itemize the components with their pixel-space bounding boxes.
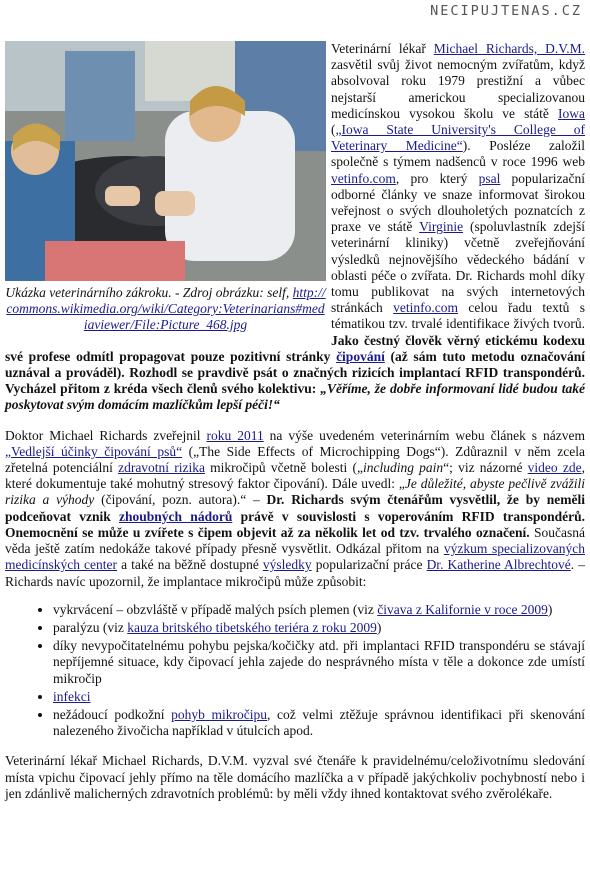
link-pohyb-mikrocipu[interactable]: pohyb mikročipu xyxy=(171,706,268,722)
link-civava[interactable]: čivava z Kalifornie v roce 2009 xyxy=(377,601,548,617)
text: Současná věda ještě zatím nedokáže takové případy přesně vysvětlit. Odkázal přitom na xyxy=(5,524,585,557)
text: , pro který xyxy=(395,170,479,186)
risk-list xyxy=(5,602,585,740)
list-item xyxy=(53,602,585,618)
text: , které dokumentuje také mohutný stresový faktor čipování). Dále uvedl: „ xyxy=(5,460,585,492)
text: ) xyxy=(376,619,382,635)
text: popularizační odborné články ve snaze informovat širokou veřejnost o svých dlouholetých poznatcích z praxe ve státě xyxy=(331,170,585,235)
text: díky nevypočitatelnému pohybu pejska/kočičky atd. při implantaci RFID transpondéru se stávají nepříjemné situace, kdy čipovací jehla zajede do nesprávného místa v těle a dokonce zde umístí mikročip xyxy=(53,638,585,686)
link-zdravotni-rizika[interactable]: zdravotní rizika xyxy=(118,460,205,476)
bold-text: (až sám tuto metodu označování uznával a prováděl). Rozhodl se pravdivě psát o značných rizicích implantací RFID transpondérů. Vycházel přitom z kréda všech členů svého kolektivu: xyxy=(5,348,585,397)
veterinary-photo xyxy=(5,41,326,281)
figure-caption xyxy=(5,285,326,333)
bold-text: Jako čestný člověk věrný etickému kodexu své profese odmítl propagovat pouze pozitivní stránky xyxy=(5,332,585,364)
text: („The Side Effects of Microchipping Dogs“). Zdůraznil v něm zcela zřetelná potenciální xyxy=(5,443,585,476)
bold-text: Dr. Richards svým čtenářům vysvětlil, že by neměli podceňovat vznik xyxy=(5,492,585,524)
paragraph-closing xyxy=(5,753,585,802)
quote: „Věříme, že dobře informovaní lidé budou také poskytovat svým domácím mazlíčkům lepší péči!“ xyxy=(5,381,585,413)
text: a také na běžně dostupné xyxy=(117,557,263,573)
link-roku-2011[interactable]: roku 2011 xyxy=(206,427,264,443)
article xyxy=(5,41,585,802)
bold-text: právě v souvislosti s voperováním RFID transpondérů. Onemocnění se může u zvířete s čipem objevit až za několik let od tzv. trvalého označení. xyxy=(5,508,586,540)
text: paralýzu (viz xyxy=(53,619,128,635)
link-vyzkum[interactable]: výzkum specializovaných medicínských center xyxy=(5,541,585,573)
text: celou řadu textů s tématikou tzv. trvalé identifikace živých tvorů. xyxy=(331,300,585,332)
text: nežádoucí podkožní xyxy=(53,706,172,722)
text: ( xyxy=(331,122,336,138)
link-vetinfo-2[interactable]: vetinfo.com xyxy=(393,300,458,316)
paragraph-richards-article xyxy=(5,428,585,590)
link-iowa[interactable]: Iowa xyxy=(558,105,585,121)
text: Veterinární lékař xyxy=(331,41,434,56)
text: Veterinární lékař Michael Richards, D.V.M. vyzval své čtenáře k pravidelnému/celoživotnímu sledování místa vpichu čipovací jehly přímo na těle domácího mazlíčka a v případě jakýchkoliv pochybností nebo i jen zdánlivě malicherných zdravotních problémů: by měli vždy ihned kontaktovat svého zvěrolékaře. xyxy=(5,753,585,801)
italic-text: Je důležité, abyste pečlivě zvážili rizika a výhody xyxy=(5,476,585,508)
link-zhoubnych-nadoru[interactable]: zhoubných nádorů xyxy=(119,508,233,524)
text: mikročipů včetně bolesti („ xyxy=(204,460,363,476)
link-katherine-albrechtova[interactable]: Dr. Katherine Albrechtové xyxy=(426,557,571,573)
link-video-zde[interactable]: video zde xyxy=(527,460,582,476)
figure xyxy=(5,41,326,333)
text: . – Richards navíc upozornil, že implantace mikročipů může způsobit: xyxy=(5,557,585,589)
text: na výše uvedeném veterinárním webu článek s názvem xyxy=(263,427,585,443)
text: popularizační práce xyxy=(311,557,427,573)
link-psal[interactable]: psal xyxy=(478,170,501,186)
italic-text: including pain xyxy=(362,460,444,476)
caption-link[interactable]: http://commons.wikimedia.org/wiki/Category:Veterinarians#mediaviewer/File:Picture_468.jpg xyxy=(6,285,326,332)
list-item xyxy=(53,689,585,705)
text: , což velmi ztěžuje správnou identifikaci při skenování nalezeného živočicha například v útulcích apod. xyxy=(53,706,585,739)
list-item xyxy=(53,707,585,739)
text: ). Posléze založil společně s týmem nadšenců v roce 1996 web xyxy=(331,138,585,170)
link-vedlejsi-ucinky[interactable]: „Vedlejší účinky čipování psů“ xyxy=(5,443,183,459)
link-vetinfo[interactable]: vetinfo.com xyxy=(331,170,396,186)
link-cipovani[interactable]: čipování xyxy=(336,348,385,364)
text: (čipování, pozn. autora).“ – xyxy=(94,492,267,508)
link-virginie[interactable]: Virginie xyxy=(419,219,464,235)
text: ) xyxy=(547,601,553,617)
text: zasvětil svůj život nemocným zvířatům, když absolvoval roku 1979 prestižní a vůbec nejstarší americkou specializovanou medicínskou vysokou školu ve státě xyxy=(331,57,585,121)
caption-text: Ukázka veterinárního zákroku. - Zdroj obrázku: self, xyxy=(5,285,293,300)
text: Doktor Michael Richards zveřejnil xyxy=(5,427,207,443)
link-vysledky[interactable]: výsledky xyxy=(262,557,312,573)
text: “; viz názorné xyxy=(443,460,528,476)
text: vykrvácení – obzvláště v případě malých psích plemen (viz xyxy=(53,601,378,617)
list-item xyxy=(53,638,585,687)
list-item xyxy=(53,620,585,636)
link-iowa-state-university[interactable]: „Iowa State University's College of Veterinary Medicine“ xyxy=(331,122,585,154)
link-infekci[interactable]: infekci xyxy=(53,688,91,704)
site-brand: NECIPUJTENAS.CZ xyxy=(430,3,582,19)
link-michael-richards[interactable]: Michael Richards, D.V.M. xyxy=(433,41,585,56)
link-kauza-terier[interactable]: kauza britského tibetského teriéra z roku 2009 xyxy=(127,619,377,635)
text: (spoluvlastník zdejší veterinární kliniky) včetně zveřejňování výsledků nejnovějšího vědeckého bádání v oblasti péče o zvířata. Dr. Richards mohl díky tomu publikovat na svých internetových stránkách xyxy=(331,219,585,316)
